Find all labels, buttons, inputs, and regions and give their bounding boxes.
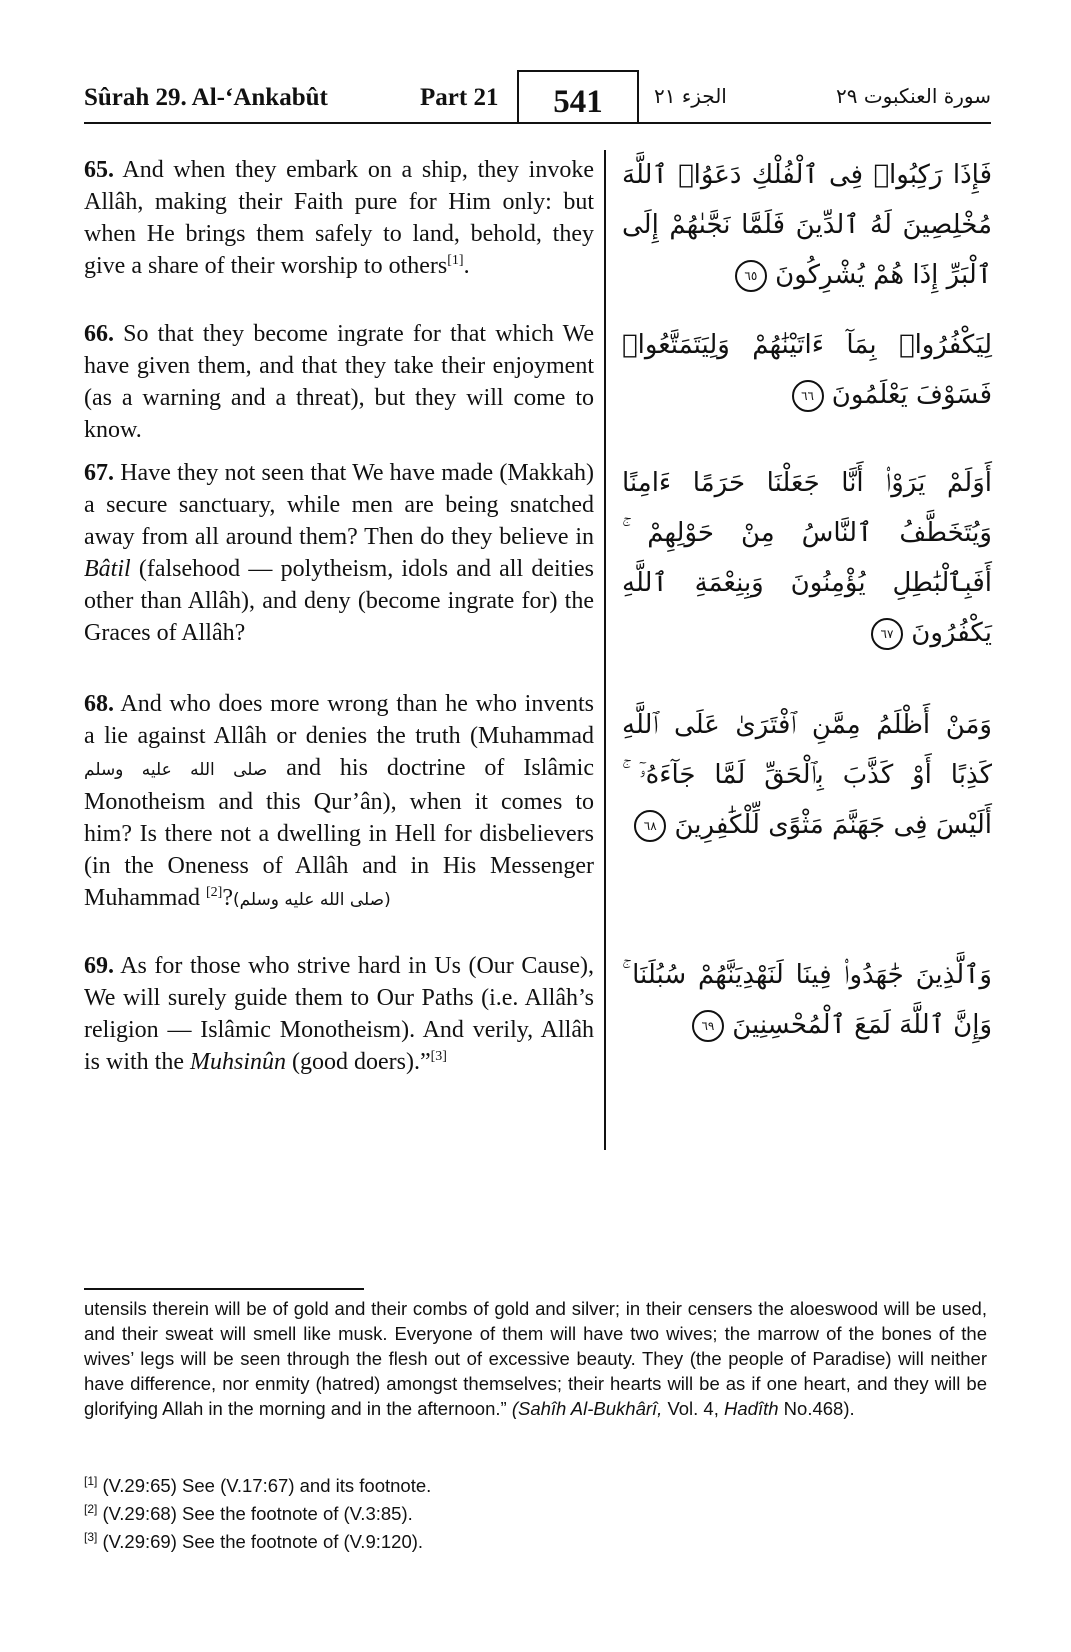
ayah-number-mark: ٦٦ bbox=[792, 380, 824, 412]
footnote-3: [3] (V.29:69) See the footnote of (V.9:120). bbox=[84, 1529, 424, 1552]
verse-68-arabic bbox=[622, 700, 992, 850]
page-header bbox=[84, 70, 991, 126]
arabic-text: وَمَنْ أَظْلَمُ مِمَّنِ ٱفْتَرَىٰ عَلَى ٱللَّهِ كَذِبًا أَوْ كَذَّبَ بِٱلْحَقِّ لَمَّا جَآءَهُۥٓ ۚ أَلَيْسَ فِى جَهَنَّمَ مَثْوًى لِّلْكَٰفِرِينَ bbox=[622, 710, 992, 840]
source-title: (Sahîh Al-Bukhârî, bbox=[511, 1398, 663, 1419]
footnote-mark: [2] bbox=[84, 1501, 98, 1516]
verse-number: 68. bbox=[84, 691, 114, 717]
header-rule bbox=[84, 122, 991, 124]
verse-69-english bbox=[84, 950, 594, 1078]
arabic-surah-title: سورة العنكبوت ٢٩ bbox=[836, 84, 991, 108]
footnote-1: [1] (V.29:65) See (V.17:67) and its footnote. bbox=[84, 1473, 432, 1496]
arabic-text: لِيَكْفُرُوا۟ بِمَآ ءَاتَيْنَٰهُمْ وَلِيَتَمَتَّعُوا۟ فَسَوْفَ يَعْلَمُونَ bbox=[622, 330, 992, 410]
footnote-ref: [3] bbox=[430, 1049, 447, 1064]
verse-66-arabic bbox=[622, 320, 992, 420]
verse-69-arabic bbox=[622, 950, 992, 1050]
verse-68-english: 68. And who does more wrong than he who invents a lie against Allâh or denies the truth (Muhammad صلى الله عليه وسلم and his doctrine of Islâmic Monotheism and this Qur’ân), when it comes to him? Is there not a dwelling in Hell for disbelievers (in the Oneness of Allâh and in His Messenger Muhammad (صلى الله عليه وسلم)?[2] bbox=[84, 691, 595, 911]
verse-65-english: 65. And when they embark on a ship, they invoke Allâh, making their Faith pure for Him only: but when He brings them safely to land, behold, they give a share of their worship to others[1]. bbox=[84, 157, 594, 279]
footnote-mark: [3] bbox=[84, 1529, 98, 1544]
verse-italic-term: Bâtil bbox=[84, 556, 131, 582]
footnote-2: [2] (V.29:68) See the footnote of (V.3:85). bbox=[84, 1501, 413, 1524]
surah-title: Sûrah 29. Al-‘Ankabût bbox=[84, 84, 328, 111]
footnote-ref: [1] bbox=[447, 253, 464, 268]
verse-number: 67. bbox=[84, 460, 114, 486]
verse-67-arabic bbox=[622, 458, 992, 658]
ayah-number-mark: ٦٩ bbox=[692, 1010, 724, 1042]
salawat-inline: صلى الله عليه وسلم bbox=[84, 760, 268, 780]
verse-text: Have they not seen that We have made (Makkah) a secure sanctuary, while men are being snatched away from all around them? Then do they believe in bbox=[84, 460, 594, 550]
footnote-rule bbox=[84, 1288, 364, 1290]
verse-text: (falsehood — polytheism, idols and all deities other than Allâh), and deny (become ingrate for) the Graces of Allâh? bbox=[84, 556, 594, 646]
verse-text: So that they become ingrate for that which We have given them, and that they take their enjoyment (as a warning and a threat), but they will come to know. bbox=[84, 321, 594, 443]
verse-text: and his doctrine of Islâmic Monotheism and this Qur’ân), when it comes to him? Is there not a dwelling in Hell for disbelievers (in the Oneness of Allâh and in His Messenger Muhammad bbox=[84, 755, 595, 911]
arabic-part-label: الجزء ٢١ bbox=[654, 84, 727, 108]
salawat-inline: (صلى الله عليه وسلم) bbox=[232, 890, 391, 910]
arabic-text: فَإِذَا رَكِبُوا۟ فِى ٱلْفُلْكِ دَعَوُا۟ ٱللَّهَ مُخْلِصِينَ لَهُ ٱلدِّينَ فَلَمَّا نَجَّىٰهُمْ إِلَى ٱلْبَرِّ إِذَا هُمْ يُشْرِكُونَ bbox=[622, 160, 992, 290]
ayah-number-mark: ٦٥ bbox=[735, 260, 767, 292]
part-label: Part 21 bbox=[420, 84, 499, 111]
ayah-number-mark: ٦٧ bbox=[871, 618, 903, 650]
verse-text: And who does more wrong than he who invents a lie against Allâh or denies the truth (Muhammad bbox=[84, 691, 594, 749]
verse-66-english bbox=[84, 318, 594, 446]
column-divider bbox=[604, 150, 606, 1150]
footnote-ref: [2] bbox=[205, 885, 223, 900]
footnote-mark: [1] bbox=[84, 1473, 98, 1488]
page-number: 541 bbox=[517, 70, 639, 122]
verse-text: (good doers).” bbox=[292, 1049, 431, 1075]
verse-text: As for those who strive hard in Us (Our Cause), We will surely guide them to Our Paths (i.e. Allâh’s religion — Islâmic Monotheism). And verily, Allâh is with the bbox=[84, 953, 594, 1075]
arabic-text: وَٱلَّذِينَ جَٰهَدُوا۟ فِينَا لَنَهْدِيَنَّهُمْ سُبُلَنَا ۚ وَإِنَّ ٱللَّهَ لَمَعَ ٱلْمُحْسِنِينَ bbox=[622, 960, 992, 1040]
verse-number: 66. bbox=[84, 321, 114, 347]
arabic-text: أَوَلَمْ يَرَوْا۟ أَنَّا جَعَلْنَا حَرَمًا ءَامِنًا وَيُتَخَطَّفُ ٱلنَّاسُ مِنْ حَوْلِهِمْ ۚ أَفَبِٱلْبَٰطِلِ يُؤْمِنُونَ وَبِنِعْمَةِ ٱللَّهِ يَكْفُرُونَ bbox=[622, 468, 992, 648]
verse-67-english bbox=[84, 457, 594, 649]
footnote-continuation: utensils therein will be of gold and their combs of gold and silver; in their censers the aloeswood will be used, and their sweat will smell like musk. Everyone of them will have two wives; the marrow of the bones of the wives’ legs will be seen through the flesh out of excessive beauty. They (the people of Paradise) will neither have difference, nor enmity (hatred) amongst themselves; their hearts will be as if one heart, and they will be glorifying Allah in the morning and in the afternoon.” (Sahîh Al-Bukhârî, Vol. 4, Hadîth No.468). bbox=[84, 1298, 987, 1419]
verse-65-arabic bbox=[622, 150, 992, 300]
verse-italic-term: Muhsinûn bbox=[190, 1049, 286, 1075]
verse-number: 65. bbox=[84, 157, 114, 183]
verse-text: And when they embark on a ship, they invoke Allâh, making their Faith pure for Him only: but when He brings them safely to land, behold, they give a share of their worship to others bbox=[84, 157, 594, 279]
ayah-number-mark: ٦٨ bbox=[634, 810, 666, 842]
verse-number: 69. bbox=[84, 953, 114, 979]
